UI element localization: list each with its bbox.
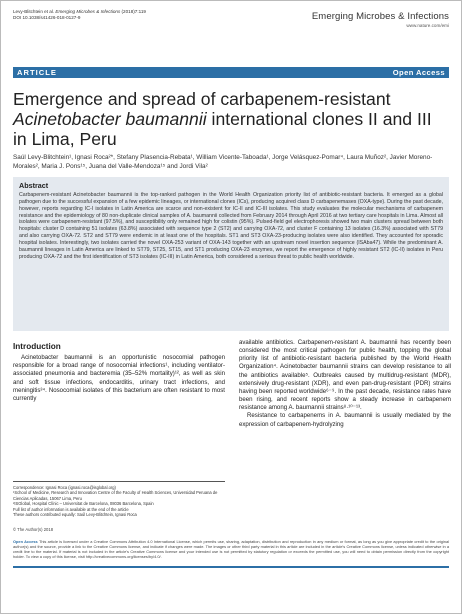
open-access-label: Open Access [392,68,445,77]
article-title [13,89,447,149]
footnotes [13,481,225,517]
citation-header [13,9,146,21]
intro-paragraph-right-2: Resistance to carbapenems in A. baumannii is usually mediated by the expression of carbapenem-hydrolyzing [239,412,451,428]
abstract-heading: Abstract [19,181,49,190]
intro-paragraph-right-1: available antibiotics. Carbapenem-resistant A. baumannii has recently been considered the most critical pathogen for public health, topping the global priority list of antibiotic-resistant bacteria published by the World Health Organization⁴. Acinetobacter baumannii strains can develop resistance to all the antibiotics available⁵. Outbreaks caused by multidrug-resistant (MDR), extensively drug-resistant (XDR), and even pan-drug-resistant (PDR) strains having been reported worldwide⁶⁻⁹. In the past decade, resistance rates have been rising, and recent reports show a steady increase in carbapenem resistance among A. baumannii strains⁸·¹⁰⁻¹³. [239,339,451,412]
abstract-text: Carbapenem-resistant Acinetobacter baumannii is the top-ranked pathogen in the World Health Organization priority list of antibiotic-resistant bacteria. It emerged as a global pathogen due to the successful expansion of a few epidemic lineages, or international clones (ICs), producing acquired class D carbapenemases (OXA-type). During the past decade, however, reports regarding IC-I isolates in Latin America are scarce and non-existent for IC-II and IC-III isolates. This study evaluates the molecular mechanisms of carbapenem resistance and the epidemiology of 80 non-duplicate clinical samples of A. baumannii collected from February 2014 through April 2016 at two tertiary care hospitals in Lima. Almost all isolates were carbapenem-resistant (97.5%), and susceptibility only remained high for colistin (95%). Pulsed-field gel electrophoresis showed two main clusters spread between both hospitals: cluster D containing 51 isolates (63.8%) associated with sequence type 2 (ST2) and carrying OXA-72, and cluster F containing 13 isolates (16.3%) associated with ST79 and also carrying OXA-72. ST2 and ST79 were endemic in at least one of the hospitals. ST1 and ST3 OXA-23-producing isolates were also identified. They accounted for sporadic hospital isolates. Interestingly, two isolates carried the novel OXA-253 variant of OXA-143 together with an upstream novel insertion sequence (ISAba47). While the predominant A. baumannii lineages in Latin America are linked to ST79, ST25, ST15, and ST1 producing OXA-23 enzymes, we report the emergence of highly resistant ST2 (IC-II) isolates in Peru producing OXA-72 and the first identification of ST3 isolates (IC-III) in Latin America, both considered a serious threat to public health worldwide. [19,192,443,260]
title-part-1: Emergence and spread of carbapenem-resistant [13,89,391,109]
correspondence-note[interactable]: Correspondence: Ignasi Roca (ignasi.roca@isglobal.org) [13,485,116,490]
author-list[interactable]: Saúl Levy-Blitchtein¹, Ignasi Roca²*, Stefany Plasencia-Rebata¹, William Vicente-Taboada¹, Jorge Velásquez-Pomar⁴, Laura Muñoz², Javier Moreno-Morales², Maria J. Pons¹⁵, Juana del Valle-Mendoza¹⁵ and Jordi Vila² [13,154,433,170]
affiliation-1: ¹School of Medicine, Research and Innovation Centre of the Faculty of Health Sciences, Universidad Peruana de Ciencias Aplicadas, 15067 Lima, Peru [13,490,218,501]
open-access-statement-text: This article is licensed under a Creative Commons Attribution 4.0 International License, which permits use, sharing, adaptation, distribution and reproduction in any medium or format, as long as you give appropriate credit to the original author(s) and the source, provide a link to the Creative Commons license, and indicate if changes were made. The images or other third party material in this article are included in the article's Creative Commons license, unless indicated otherwise in a credit line to the material. If material is not included in the article's Creative Commons license and your intended use is not permitted by statutory regulation or exceeds the permitted use, you will need to obtain permission directly from the copyright holder. To view a copy of this license, visit http://creativecommons.org/licenses/by/4.0/. [13,539,449,559]
title-species: Acinetobacter baumannii [13,109,207,129]
right-column [239,339,451,429]
affiliation-2: ²ISGlobal, Hospital Clínic – Universitat de Barcelona, 08036 Barcelona, Spain [13,501,154,507]
journal-name: Emerging Microbes & Infections [311,11,449,22]
citation-volume: (2018)7:119 [120,9,146,14]
article-type-label: ARTICLE [17,68,57,77]
article-banner [13,67,449,78]
title-part-3: international clones II and III in Lima, Peru [13,109,432,149]
affiliation-more: Full list of author information is available at the end of the article [13,506,129,512]
intro-paragraph-left: Acinetobacter baumannii is an opportunistic nosocomial pathogen responsible for a broad range of nosocomial infections¹, including ventilator-associated pneumonia and bacteremia (35–52% mortality)¹², as well as skin and soft tissue infections, endocarditis, urinary tract infections, and meningitis³⁴. Nosocomial isolates of this bacterium are often resistant to most currently [13,354,225,402]
copyright-line: © The Author(s) 2018 [13,527,54,532]
citation-journal: Emerging Microbes & Infections [55,9,121,14]
footer-rule [13,566,449,568]
open-access-statement [13,539,449,559]
citation-authors: Levy-Blitchtein et al. [13,9,56,14]
abstract-box [13,177,449,331]
journal-url[interactable]: www.nature.com/emi [406,23,449,28]
equal-contribution-note: These authors contributed equally: Saúl Levy-Blitchtein, Ignasi Roca [13,512,137,518]
left-column [13,339,225,403]
citation-doi: DOI 10.1038/s41426-018-0127-9 [13,15,81,20]
intro-heading: Introduction [13,342,61,351]
journal-header [312,11,449,28]
open-access-statement-label: Open Access [13,539,38,544]
